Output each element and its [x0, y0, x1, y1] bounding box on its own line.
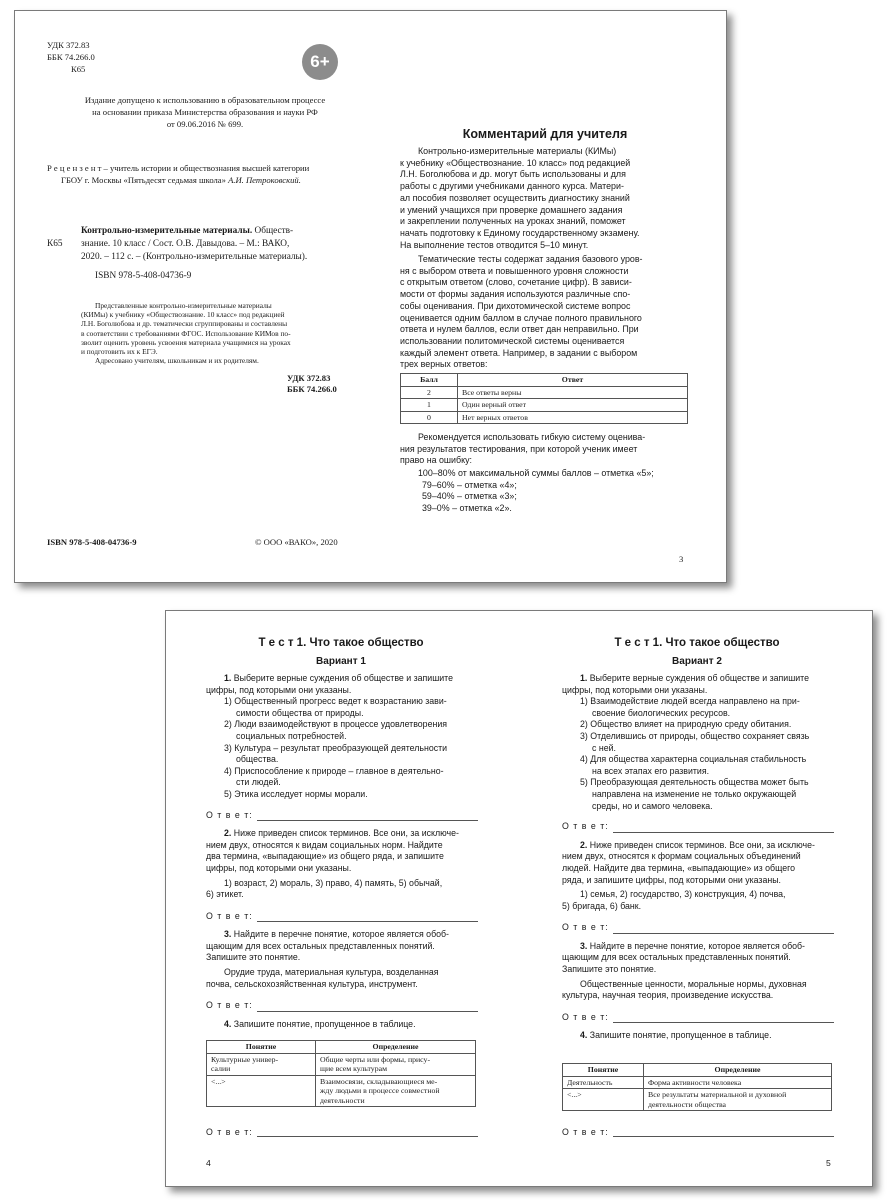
table-row: 1 Один верный ответ: [401, 399, 688, 412]
table-row: Культурные универ- салии Общие черты или формы, прису- щие всем культурам: [207, 1053, 476, 1075]
catalog-isbn: ISBN 978-5-408-04736-9: [95, 271, 192, 281]
udk-bbk-footer: УДК 372.83 ББК 74.266.0: [287, 373, 337, 394]
question-4: 4. Запишите понятие, пропущенное в таблице.: [580, 1030, 772, 1041]
footer-isbn: ISBN 978-5-408-04736-9: [47, 537, 137, 547]
commentary-para-2: Тематические тесты содержат задания базового уров- ня с выбором ответа и повышенного уровня сложности с открытым ответом (слово, сочетание цифр). В зависи- мости от формы задания используются различные спо- собы оценивания. При дихотомической системе вопрос оценивается одним баллом в случае полного правильного ответа и нулем баллов, если ответ дан неправильно. При использовании политомической системы оценивается каждый элемент ответа. Например, в задании с выбором трех верных ответов:: [400, 254, 643, 370]
table-header-row: Понятие Определение: [207, 1041, 476, 1054]
reviewer-school: ГБОУ г. Москвы «Пятьдесят седьмая школа»: [61, 175, 226, 185]
commentary-para-3: Рекомендуется использовать гибкую систему оценива- ния результатов тестирования, при которой ученик имеет право на ошибку:: [400, 432, 646, 466]
q1-options: 1) Общественный прогресс ведет к возрастанию зави- симости общества от природы. 2) Люди взаимодействуют в процессе удовлетворения социальных потребностей. 3) Культура – результат преобразующей деятельности общества. 4) Приспособление к природе – главное в деятельно- сти людей. 5) Этика исследует нормы морали.: [224, 696, 448, 799]
concept-table-left: [206, 1040, 476, 1107]
variant-2-heading: Вариант 2: [672, 656, 722, 667]
approval-note: Издание допущено к использованию в образовательном процессе на основании приказа Министерства образования и науки РФ от 09.06.2016 № 699.: [84, 95, 326, 129]
book-spread-bottom: [165, 610, 873, 1187]
question-3: 3. Найдите в перечне понятие, которое является обоб- щающим для всех остальных представленных понятий. Запишите это понятие. Орудие труда, материальная культура, возделанная почва, сельскохозяйственная культура, инструмент.: [206, 929, 449, 989]
question-1: 1. Выберите верные суждения об обществе и запишите цифры, под которыми они указаны. 1) Взаимодействие людей всегда направлено на при- своение биологических ресурсов. 2) Общество влияет на природную среду обитания. 3) Отделившись от природы, общество сохраняет связь с ней. 4) Для общества характерна социальная стабильность на всех этапах его развития. 5) Преобразующая деятельность общества может быть направлена на изменение не только окружающей среды, но и самого человека.: [562, 673, 834, 812]
answer-field-q4[interactable]: О т в е т:: [206, 1127, 478, 1137]
commentary-title: Комментарий для учителя: [462, 127, 628, 141]
table-header-row: Понятие Определение: [563, 1064, 832, 1077]
catalog-k65: К65: [47, 239, 63, 249]
page-number-5: 5: [826, 1158, 831, 1168]
scoring-table: [400, 373, 688, 424]
test-title-left: Т е с т 1. Что такое общество: [258, 637, 424, 649]
reviewer-lead: Р е ц е н з е н т – учитель истории и обществознания высшей категории: [47, 163, 310, 173]
question-2: 2. Ниже приведен список терминов. Все они, за исключе- нием двух, относятся к формам социальных объединений людей. Найдите два термина, «выпадающие» из общего ряда, и запишите цифры, под которыми они указаны. 1) семья, 2) государство, 3) конструкция, 4) почва, 5) бригада, 6) банк.: [562, 839, 815, 911]
variant-1-heading: Вариант 1: [316, 656, 366, 667]
udk: УДК 372.83: [47, 40, 90, 50]
answer-field-q3[interactable]: О т в е т:: [562, 1012, 834, 1024]
k65: К65: [71, 64, 86, 74]
footer-copyright: © ООО «ВАКО», 2020: [255, 537, 338, 547]
test-title-right: Т е с т 1. Что такое общество: [614, 637, 780, 649]
page-number-3: 3: [679, 554, 684, 564]
commentary-para-1: Контрольно-измерительные материалы (КИМы) к учебнику «Обществознание. 10 класс» под редакцией Л.Н. Боголюбова и др. могут быть использованы и для работы с другими учебниками данного курса. Матери- ал пособия позволяет осуществить диагностику знаний и умений учащихся при проверке домашнего задания и закреплении полученных на уроках знаний, поможет начать подготовку к Единому государственному экзамену. На выполнение тестов отводится 5–10 минут.: [400, 146, 640, 250]
concept-table-right: [562, 1063, 832, 1111]
variant-1-body: [206, 673, 478, 1030]
age-rating-badge: 6+: [302, 44, 338, 80]
answer-field-q3[interactable]: О т в е т:: [206, 1000, 478, 1012]
catalog-card: Контрольно-измерительные материалы. Обществ- К65 знание. 10 класс / Сост. О.В. Давыдова. – М.: ВАКО, 2020. – 112 с. – (Контрольно-измерительные материалы). ISBN 978-5-408-04736-9: [47, 225, 372, 283]
question-1: 1. Выберите верные суждения об обществе и запишите цифры, под которыми они указаны. 1) Общественный прогресс ведет к возрастанию зави- симости общества от природы. 2) Люди взаимодействуют в процессе удовлетворения социальных потребностей. 3) Культура – результат преобразующей деятельности общества. 4) Приспособление к природе – главное в деятельно- сти людей. 5) Этика исследует нормы морали.: [206, 673, 478, 801]
variant-2-body: [562, 673, 834, 1042]
reviewer-name: А.И. Петроковский.: [228, 175, 301, 185]
q1-options: 1) Взаимодействие людей всегда направлено на при- своение биологических ресурсов. 2) Общество влияет на природную среду обитания. 3) Отделившись от природы, общество сохраняет связь с ней. 4) Для общества характерна социальная стабильность на всех этапах его развития. 5) Преобразующая деятельность общества может быть направлена на изменение не только окружающей среды, но и самого человека.: [580, 696, 810, 811]
bbk: ББК 74.266.0: [47, 52, 95, 62]
table-row: <...> Все результаты материальной и духовной деятельности общества: [563, 1089, 832, 1111]
book-spread-top: [14, 10, 727, 583]
answer-field-q2[interactable]: О т в е т:: [562, 922, 834, 934]
page-number-4: 4: [206, 1158, 211, 1168]
table-row: 2 Все ответы верны: [401, 386, 688, 399]
answer-field-q4[interactable]: О т в е т:: [562, 1127, 834, 1137]
udk-bbk-block: [47, 39, 95, 75]
question-4: 4. Запишите понятие, пропущенное в таблице.: [224, 1018, 416, 1029]
question-2: 2. Ниже приведен список терминов. Все они, за исключе- нием двух, относятся к видам социальных норм. Найдите два термина, «выпадающие» из общего ряда, и запишите цифры, под которыми они указаны. 1) возраст, 2) мораль, 3) право, 4) память, 5) обычай, 6) этикет.: [206, 828, 459, 900]
answer-field-q1[interactable]: О т в е т:: [206, 810, 478, 822]
answer-field-q1[interactable]: О т в е т:: [562, 821, 834, 833]
catalog-title: Контрольно-измерительные материалы.: [81, 226, 253, 236]
table-header-row: Балл Ответ: [401, 374, 688, 387]
answer-field-q2[interactable]: О т в е т:: [206, 911, 478, 923]
table-row: Деятельность Форма активности человека: [563, 1076, 832, 1089]
question-3: 3. Найдите в перечне понятие, которое является обоб- щающим для всех остальных представленных понятий. Запишите это понятие. Общественные ценности, моральные нормы, духовная культура, научная теория, произведение искусства.: [562, 940, 807, 1001]
reviewer-block: [47, 162, 372, 186]
grade-list: 100–80% от максимальной суммы баллов – отметка «5»; 79–60% – отметка «4»; 59–40% – отметка «3»; 39–0% – отметка «2».: [418, 468, 654, 514]
addressed: Адресовано учителям, школьникам и их родителям.: [95, 356, 259, 366]
table-row: 0 Нет верных ответов: [401, 411, 688, 424]
annotation: Представленные контрольно-измерительные материалы (КИМы) к учебнику «Обществознание. 10 класс» под редакцией Л.Н. Боголюбова и др. тематически сгруппированы и составлены в соответствии с требованиями ФГОС. Использование КИМов по- зволит оценить уровень усвоения материала учащимися на уроках и подготовить их к ЕГЭ. Адресовано учителям, школьникам и их родителям.: [81, 301, 371, 365]
table-row: <...> Взаимосвязи, складывающиеся ме- жду людьми в процессе совместной деятельности: [207, 1075, 476, 1107]
